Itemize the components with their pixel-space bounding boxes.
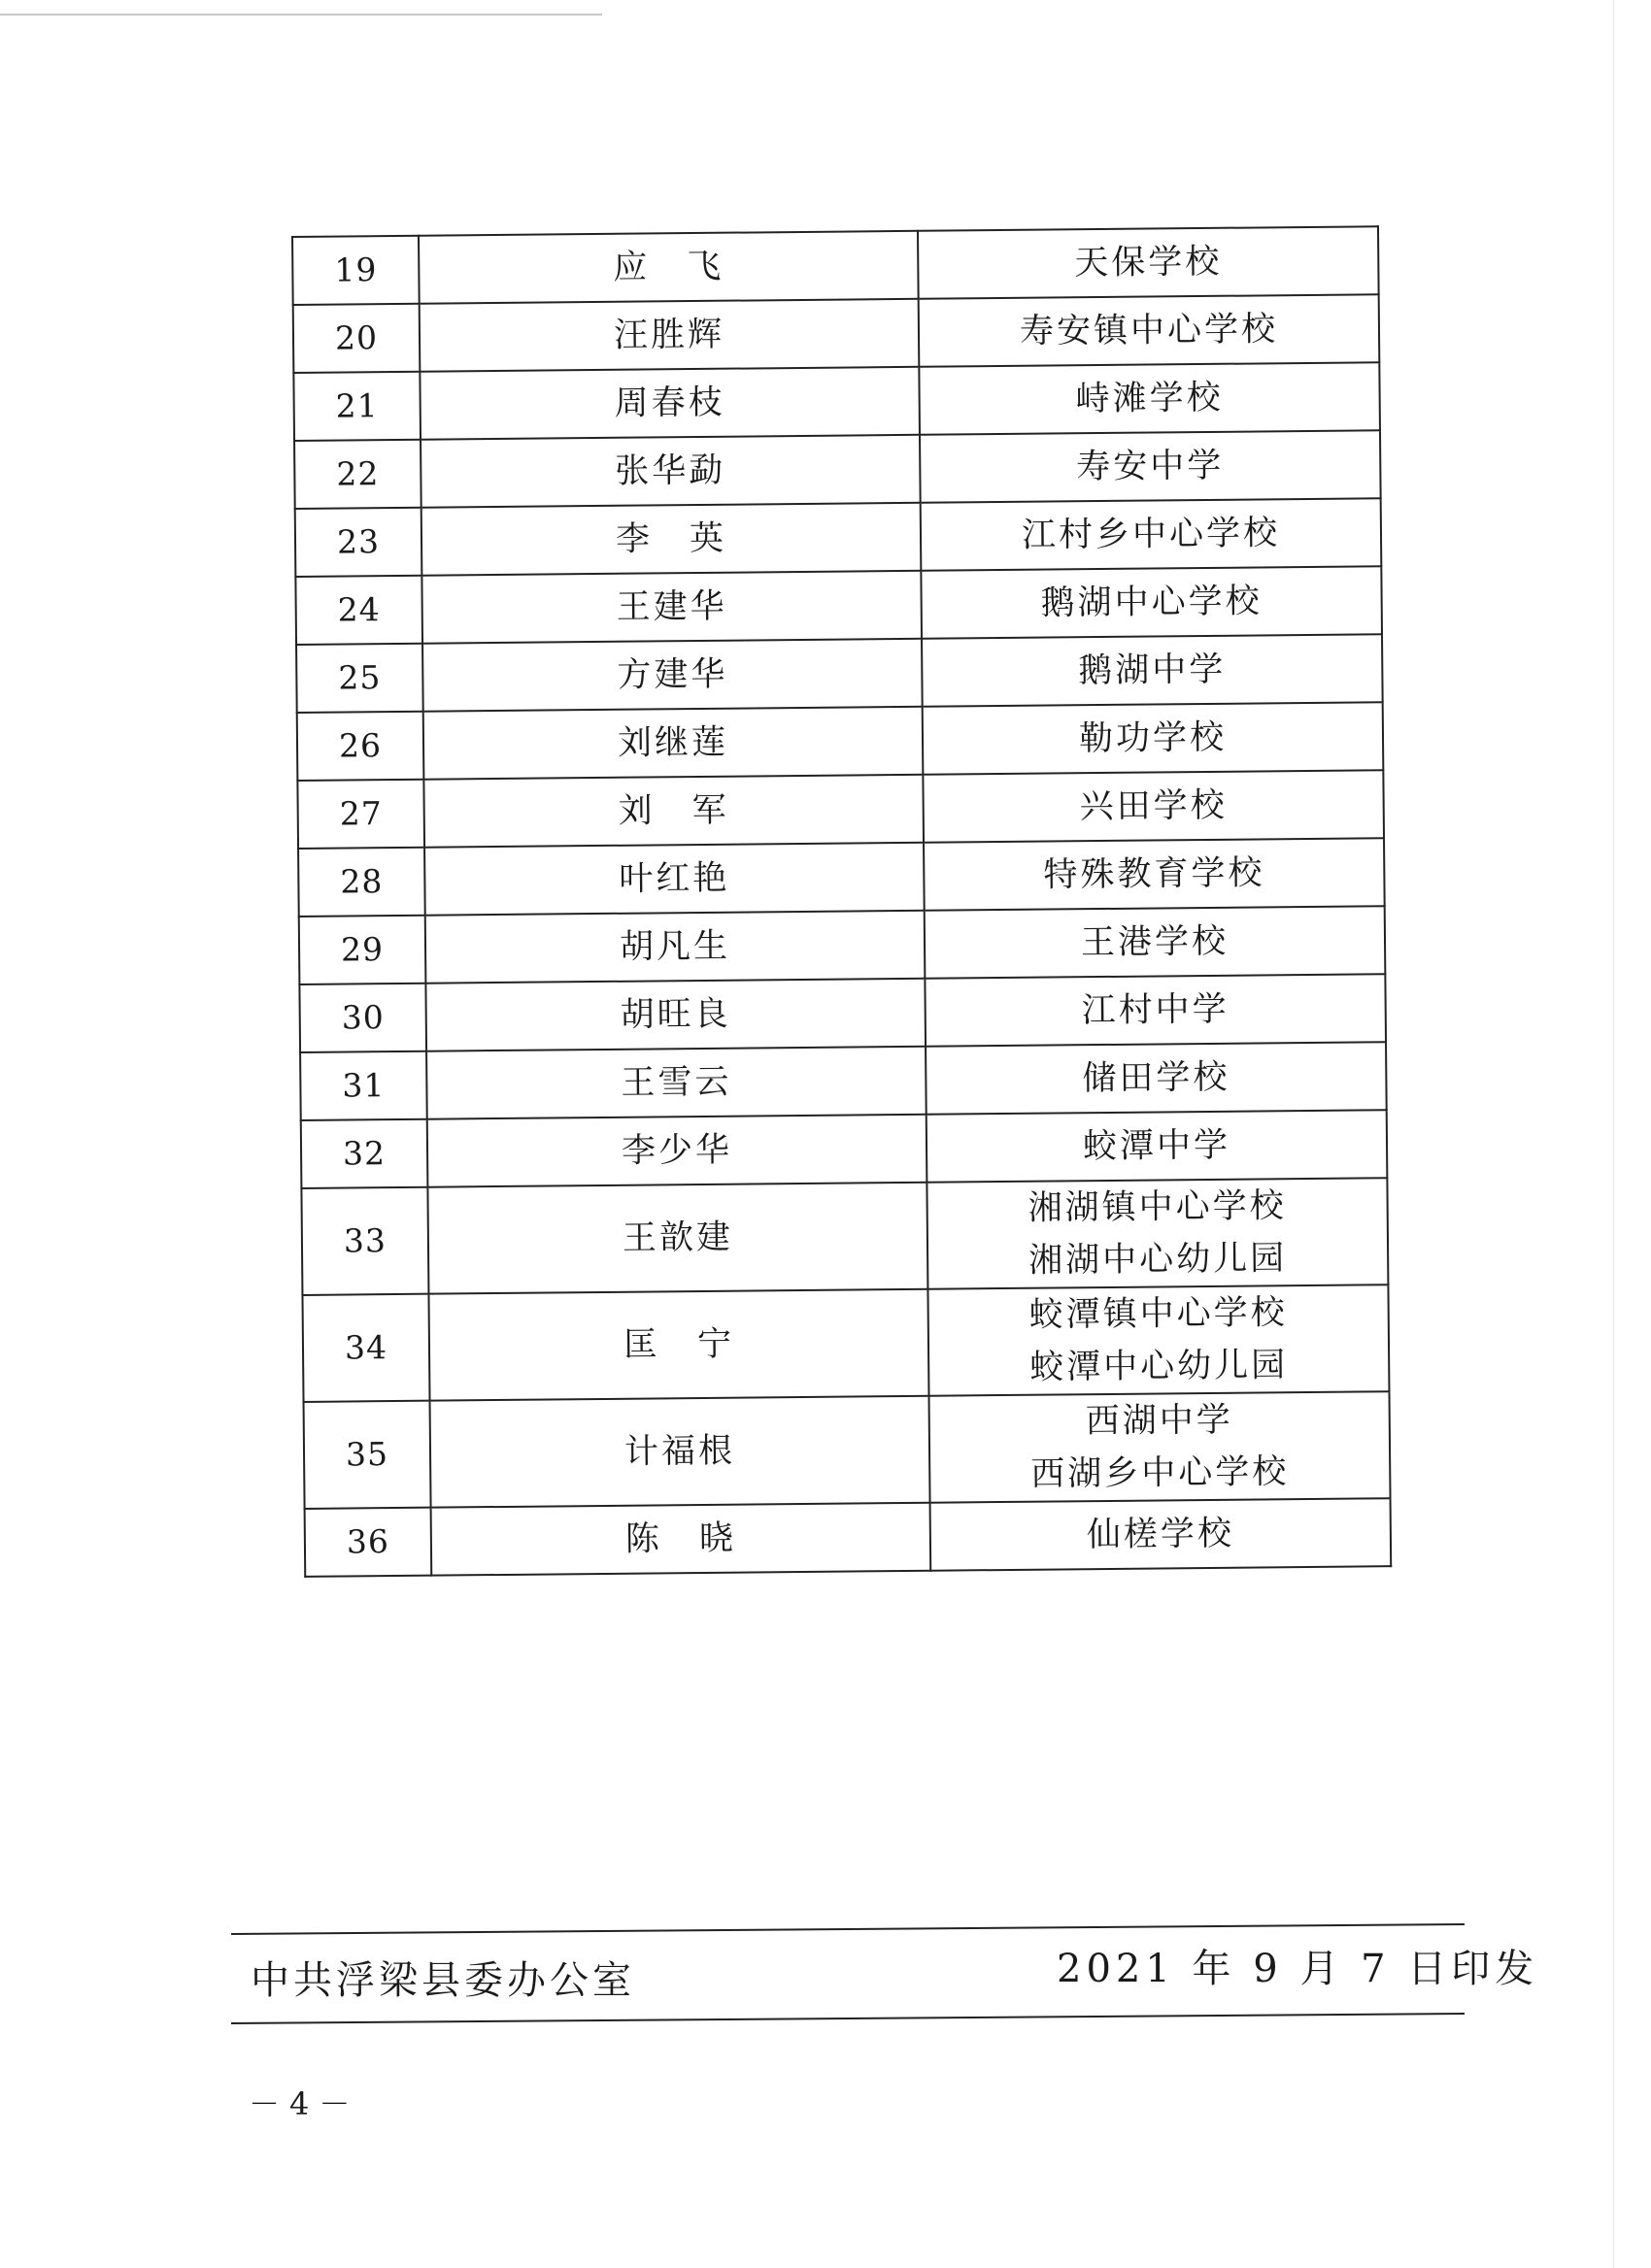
school-cell bbox=[924, 838, 1385, 911]
school-name: 天保学校 bbox=[1074, 242, 1223, 284]
person-name: 汪胜辉 bbox=[420, 299, 920, 372]
school-name: 兴田学校 bbox=[1079, 785, 1228, 827]
school-name: 王港学校 bbox=[1080, 921, 1230, 963]
person-name: 匡 宁 bbox=[428, 1289, 928, 1401]
school-name: 蛟潭中心幼儿园 bbox=[1029, 1346, 1289, 1387]
school-cell bbox=[919, 294, 1380, 367]
school-cell bbox=[918, 226, 1379, 299]
school-name: 特殊教育学校 bbox=[1043, 853, 1265, 895]
row-number: 27 bbox=[297, 780, 424, 849]
school-cell bbox=[922, 634, 1383, 707]
row-number: 28 bbox=[298, 848, 425, 917]
person-name: 刘 军 bbox=[423, 775, 924, 848]
table-row bbox=[295, 498, 1382, 577]
school-name: 峙滩学校 bbox=[1075, 378, 1224, 419]
row-number: 31 bbox=[300, 1051, 427, 1120]
person-name: 陈 晓 bbox=[431, 1503, 931, 1576]
row-number: 24 bbox=[295, 576, 422, 645]
person-name: 叶红艳 bbox=[424, 843, 925, 916]
scan-edge-top bbox=[0, 14, 602, 16]
row-number: 36 bbox=[305, 1508, 432, 1577]
school-cell bbox=[923, 770, 1384, 843]
school-name: 勒功学校 bbox=[1078, 717, 1228, 759]
issuer: 中共浮梁县委办公室 bbox=[251, 1958, 635, 2003]
person-name: 周春枝 bbox=[420, 367, 920, 440]
row-number: 19 bbox=[292, 236, 420, 305]
school-name: 西湖中学 bbox=[1085, 1400, 1233, 1442]
school-name: 江村乡中心学校 bbox=[1021, 514, 1281, 555]
row-number: 23 bbox=[295, 508, 422, 577]
person-name: 王雪云 bbox=[426, 1047, 927, 1119]
table-row bbox=[292, 226, 1379, 305]
row-number: 32 bbox=[301, 1119, 428, 1188]
row-number: 25 bbox=[296, 644, 423, 713]
person-name: 刘继莲 bbox=[423, 707, 924, 780]
person-name: 李少华 bbox=[427, 1115, 927, 1187]
row-number: 26 bbox=[297, 712, 424, 781]
table-row bbox=[298, 838, 1385, 917]
roster-body bbox=[292, 226, 1391, 1577]
person-name: 胡旺良 bbox=[425, 979, 926, 1051]
school-cell bbox=[921, 498, 1382, 571]
table-row bbox=[305, 1498, 1392, 1577]
school-cell bbox=[927, 1110, 1388, 1183]
person-name: 计福根 bbox=[430, 1396, 930, 1508]
school-name: 鹅湖中学 bbox=[1078, 650, 1227, 691]
table-row bbox=[297, 770, 1384, 849]
table-row bbox=[293, 362, 1380, 441]
school-name: 仙槎学校 bbox=[1086, 1514, 1235, 1555]
table-row bbox=[301, 1110, 1388, 1188]
school-name: 西湖乡中心学校 bbox=[1030, 1452, 1290, 1494]
school-name: 寿安镇中心学校 bbox=[1019, 310, 1279, 351]
table-row bbox=[294, 430, 1381, 509]
person-name: 张华勐 bbox=[421, 435, 921, 508]
table-row bbox=[293, 294, 1380, 373]
school-cell bbox=[919, 362, 1380, 435]
school-name: 鹅湖中心学校 bbox=[1040, 582, 1263, 623]
school-cell bbox=[920, 430, 1381, 503]
row-number: 30 bbox=[299, 984, 426, 1052]
school-name: 江村中学 bbox=[1081, 989, 1230, 1031]
roster-table bbox=[291, 225, 1392, 1578]
print-date: 2021 年 9 月 7 日印发 bbox=[1057, 1947, 1539, 1991]
table-row bbox=[301, 1178, 1388, 1295]
footer-rule-top bbox=[231, 1923, 1465, 1935]
person-name: 王歆建 bbox=[427, 1183, 927, 1294]
school-cell bbox=[928, 1391, 1390, 1503]
person-name: 胡凡生 bbox=[425, 911, 926, 984]
school-name: 蛟潭中学 bbox=[1082, 1125, 1231, 1167]
person-name: 方建华 bbox=[422, 639, 923, 712]
school-name: 储田学校 bbox=[1082, 1057, 1230, 1099]
school-name: 蛟潭镇中心学校 bbox=[1028, 1293, 1288, 1335]
school-cell bbox=[927, 1284, 1389, 1396]
row-number: 29 bbox=[299, 916, 426, 984]
school-cell bbox=[927, 1178, 1388, 1289]
school-cell bbox=[925, 974, 1386, 1047]
school-cell bbox=[926, 1042, 1387, 1115]
table-row bbox=[296, 634, 1383, 713]
table-row bbox=[302, 1284, 1389, 1402]
person-name: 应 飞 bbox=[419, 231, 919, 304]
school-cell bbox=[925, 906, 1386, 979]
table-row bbox=[299, 906, 1386, 984]
person-name: 李 英 bbox=[421, 503, 922, 576]
school-cell bbox=[921, 566, 1382, 639]
row-number: 34 bbox=[302, 1294, 429, 1402]
table-row bbox=[299, 974, 1386, 1052]
row-number: 20 bbox=[293, 304, 421, 373]
school-name: 湘湖中心幼儿园 bbox=[1028, 1239, 1288, 1281]
school-name: 寿安中学 bbox=[1076, 446, 1225, 487]
school-cell bbox=[923, 702, 1384, 775]
table-row bbox=[300, 1042, 1387, 1120]
row-number: 33 bbox=[301, 1187, 428, 1295]
page-number: －4－ bbox=[249, 2085, 360, 2122]
person-name: 王建华 bbox=[421, 571, 922, 644]
table-row bbox=[304, 1391, 1391, 1509]
scan-edge-right bbox=[1613, 0, 1614, 2268]
school-name: 湘湖镇中心学校 bbox=[1028, 1186, 1287, 1228]
row-number: 35 bbox=[304, 1401, 431, 1509]
table-row bbox=[297, 702, 1384, 781]
table-row bbox=[295, 566, 1382, 645]
footer-rule-bottom bbox=[231, 2013, 1465, 2024]
row-number: 22 bbox=[294, 440, 421, 509]
row-number: 21 bbox=[293, 372, 421, 441]
school-cell bbox=[930, 1498, 1392, 1571]
